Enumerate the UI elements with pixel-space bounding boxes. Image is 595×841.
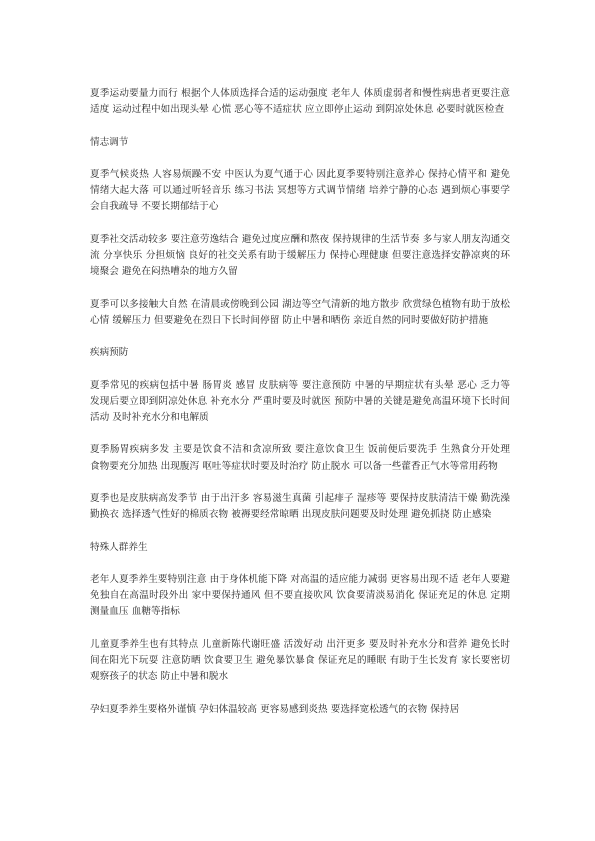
section-heading-special-groups: 特殊人群养生 [90, 541, 148, 553]
paragraph-nature: 夏季可以多接触大自然 在清晨或傍晚到公园 湖边等空气清新的地方散步 欣赏绿色植物有助于放松心情 缓解压力 但要避免在烈日下长时间停留 防止中暑和晒伤 亲近自然的同时要做好防护措施 [90, 298, 510, 326]
section-heading-emotion: 情志调节 [90, 136, 129, 148]
paragraph-common-diseases: 夏季常见的疾病包括中暑 肠胃炎 感冒 皮肤病等 要注意预防 中暑的早期症状有头晕 恶心 乏力等 发现后要立即到阴凉处休息 补充水分 严重时要及时就医 预防中暑的关键是避免高温环境下长时间活动 及时补充水分和电解质 [90, 379, 510, 423]
paragraph-children: 儿童夏季养生也有其特点 儿童新陈代谢旺盛 活泼好动 出汗更多 要及时补充水分和营养 避免长时间在阳光下玩耍 注意防晒 饮食要卫生 避免暴饮暴食 保证充足的睡眠 有助于生长发育 家长要密切观察孩子的状态 防止中暑和脱水 [90, 638, 510, 683]
paragraph-elderly: 老年人夏季养生要特别注意 由于身体机能下降 对高温的适应能力减弱 更容易出现不适 老年人要避免独自在高温时段外出 家中要保持通风 但不要直接吹风 饮食要清淡易消化 保证充足的休息 定期测量血压 血糖等指标 [90, 573, 510, 618]
paragraph-social-activities: 夏季社交活动较多 要注意劳逸结合 避免过度应酬和熬夜 保持规律的生活节奏 多与家人朋友沟通交流 分享快乐 分担烦恼 良好的社交关系有助于缓解压力 保持心理健康 但要注意选择安静凉爽的环境聚会 避免在闷热嘈杂的地方久留 [90, 233, 510, 278]
document-page [90, 86, 510, 734]
section-heading-disease-prevention: 疾病预防 [90, 347, 129, 359]
paragraph-pregnant: 孕妇夏季养生要格外谨慎 孕妇体温较高 更容易感到炎热 要选择宽松透气的衣物 保持居 [90, 703, 460, 715]
paragraph-gastro-diseases: 夏季肠胃疾病多发 主要是饮食不洁和贪凉所致 要注意饮食卫生 饭前便后要洗手 生熟食分开处理 食物要充分加热 出现腹泻 呕吐等症状时要及时治疗 防止脱水 可以备一些藿香正气水等常用药物 [90, 444, 510, 472]
paragraph-exercise-moderation: 夏季运动要量力而行 根据个人体质选择合适的运动强度 老年人 体质虚弱者和慢性病患者更要注意适度 运动过程中如出现头晕 心慌 恶心等不适症状 应立即停止运动 到阴凉处休息 必要时就医检查 [90, 88, 510, 116]
paragraph-skin-diseases: 夏季也是皮肤病高发季节 由于出汗多 容易滋生真菌 引起痱子 湿疹等 要保持皮肤清洁干燥 勤洗澡 勤换衣 选择透气性好的棉质衣物 被褥要经常晾晒 出现皮肤问题要及时处理 避免抓挠 防止感染 [90, 492, 510, 521]
paragraph-emotion-calm: 夏季气候炎热 人容易烦躁不安 中医认为夏气通于心 因此夏季要特别注意养心 保持心情平和 避免情绪大起大落 可以通过听轻音乐 练习书法 冥想等方式调节情绪 培养宁静的心态 遇到烦心事要学会自我疏导 不要长期郁结于心 [90, 168, 510, 213]
